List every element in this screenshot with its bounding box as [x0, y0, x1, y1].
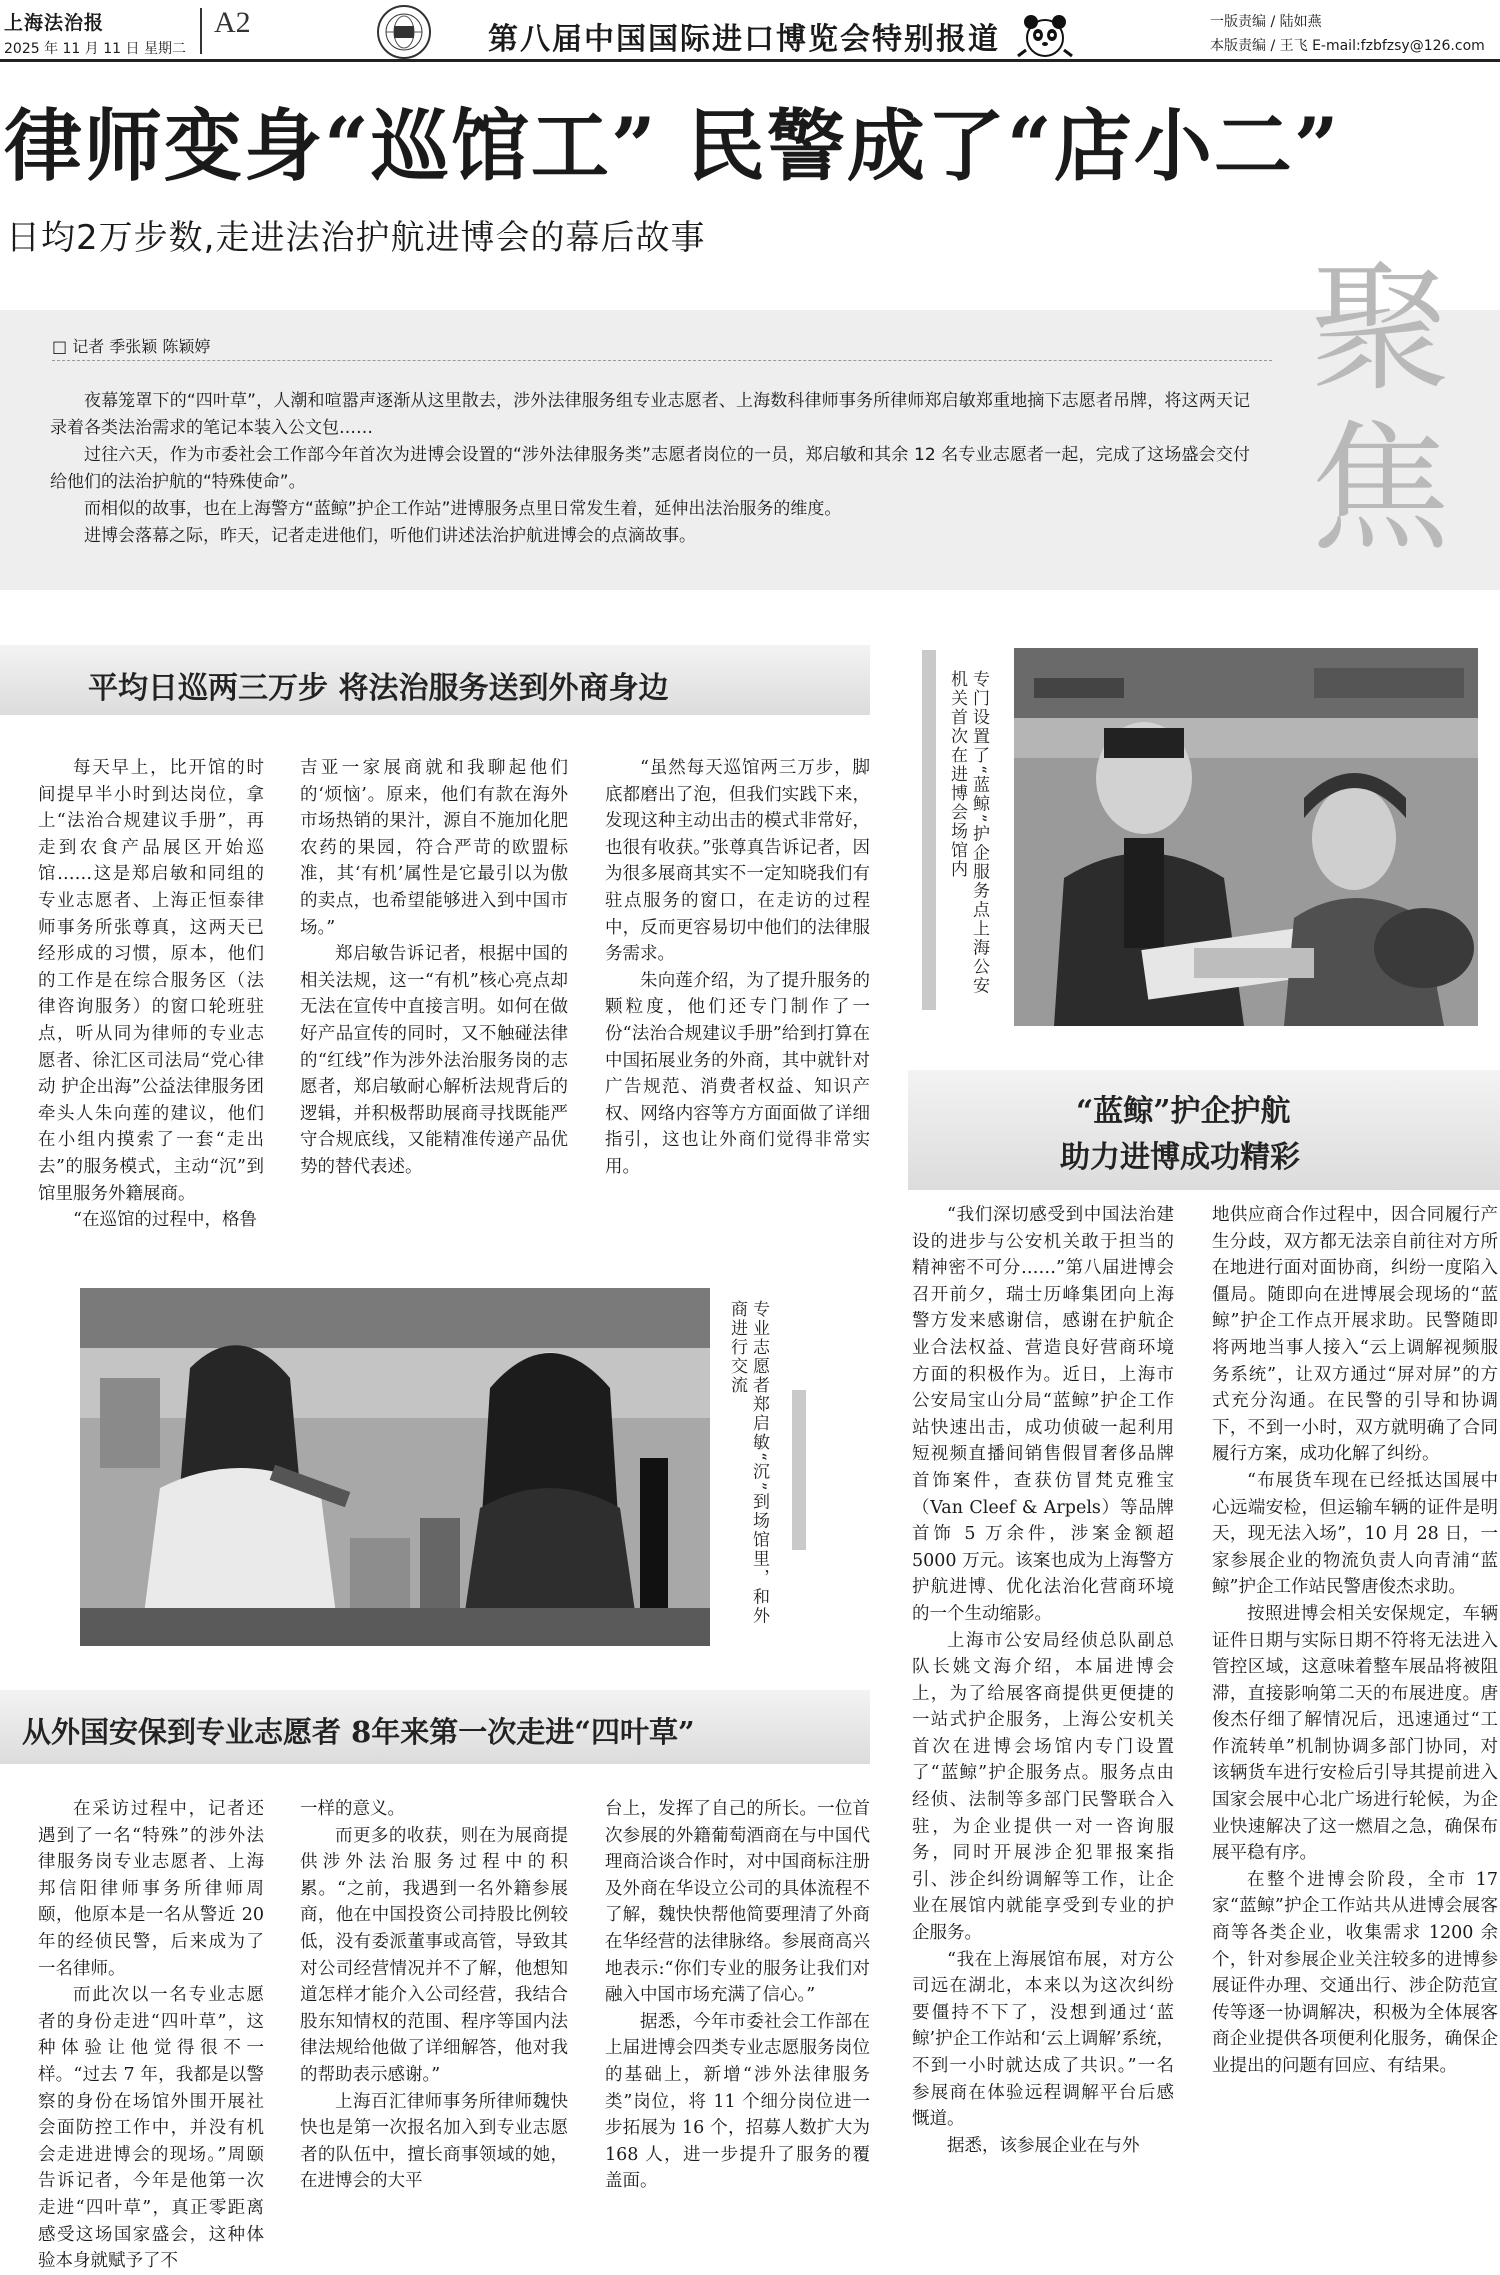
section-heading-patrol: 平均日巡两三万步 将法治服务送到外商身边: [0, 645, 870, 715]
special-report-title: 第八届中国国际进口博览会特别报道: [488, 22, 1000, 57]
article-paragraph: 据悉，今年市委社会工作部在上届进博会四类专业志愿服务岗位的基础上，新增“涉外法律服务类”岗位，将 11 个细分岗位进一步拓展为 16 个，招募人数扩大为 168 人，进一步提升了服务的覆盖面。: [605, 2011, 870, 2192]
photo-caption-police: 专门设置了“蓝鲸”护企服务点上海公安机关首次在进博会场馆内: [947, 670, 989, 996]
article-paragraph: 而此次以一名专业志愿者的身份走进“四叶草”，这种体验让他觉得很不一样。“过去 7 年，我都是以警察的身份在场馆外围开展社会面防控工作中，并没有机会走进进博会的现场。”周颐告诉记者，今年是他第一次走进“四叶草”，真正零距离感受这场国家盛会，这种体验本身就赋予了不: [38, 1985, 264, 2272]
article-column: [1212, 1202, 1498, 2247]
editor-page: 本版责编 / 王飞 E-mail:fzbfzsy@126.com: [1210, 38, 1485, 54]
headline: 律师变身“巡馆工” 民警成了“店小二”: [4, 101, 1341, 192]
article-paragraph: 在采访过程中，记者还遇到了一名“特殊”的涉外法律服务岗专业志愿者、上海邦信阳律师事务所律师周颐，他原本是一名从警近 20 年的经侦民警，后来成为了一名律师。: [38, 1799, 264, 1979]
article-paragraph: “我在上海展馆布展，对方公司远在湖北，本来以为这次纠纷要僵持不下了，没想到通过‘蓝鲸’护企工作站和‘云上调解’系统，不到一小时就达成了共识。”一名参展商在体验远程调解平台后感慨道。: [912, 1949, 1174, 2130]
masthead-divider: [200, 8, 202, 54]
photo-volunteer-illustration: [80, 1288, 710, 1646]
ciie-seal-icon: [376, 4, 432, 60]
article-column: [38, 755, 264, 1235]
panda-mascot-icon: [1012, 2, 1078, 60]
byline-rule: [52, 360, 1272, 361]
masthead: [0, 0, 1500, 62]
article-paragraph: 按照进博会相关安保规定，车辆证件日期与实际日期不符将无法进入管控区域，这意味着整车展品将被阻滞，直接影响第二天的布展进度。唐俊杰仔细了解情况后，迅速通过“工作流转单”机制协调多部门协同，对该辆货车进行安检后引导其提前进入国家会展中心北广场进行轮候，为企业快速解决了这一燃眉之急，确保布展平稳有序。: [1212, 1603, 1498, 1864]
photo-police-service-point: [1014, 648, 1478, 1026]
article-paragraph: 一样的意义。: [300, 1799, 405, 1819]
issue-date: 2025 年 11 月 11 日 星期二: [4, 41, 186, 57]
article-paragraph: 上海市公安局经侦总队副总队长姚文海介绍，本届进博会上，为了给展客商提供更便捷的一站式护企服务，上海公安机关首次在进博会场馆内专门设置了“蓝鲸”护企服务点。服务点由经侦、法制等多部门民警联合入驻，为企业提供一对一咨询服务，同时开展涉企犯罪报案指引、涉企纠纷调解等工作，让企业在展馆内就能享受到专业的护企服务。: [912, 1630, 1174, 1944]
photo-volunteer-exchange: [80, 1288, 710, 1646]
lead-paragraph: 过往六天，作为市委社会工作部今年首次为进博会设置的“涉外法律服务类”志愿者岗位的一员，郑启敏和其余 12 名专业志愿者一起，完成了这场盛会交付给他们的法治护航的“特殊使命”。: [50, 445, 1250, 492]
section-heading-security: 从外国安保到专业志愿者 8年来第一次走进“四叶草”: [0, 1690, 870, 1764]
article-column: [605, 755, 870, 1235]
article-paragraph: 在整个进博会阶段，全市 17 家“蓝鲸”护企工作站共从进博会展客商等各类企业，收集需求 1200 余个，针对参展企业关注较多的进博参展证件办理、交通出行、涉企防范宣传等逐一协调解决，积极为全体展客商企业提供各项便利化服务，确保企业提出的问题有回应、有结果。: [1212, 1869, 1498, 2076]
article-paragraph: “在巡馆的过程中，格鲁: [73, 1210, 257, 1231]
article-paragraph: 地供应商合作过程中，因合同履行产生分歧，双方都无法亲自前往对方所在地进行面对面协商，纠纷一度陷入僵局。随即向在进博展会现场的“蓝鲸”护企工作点开展求助。民警随即将两地当事人接入“云上调解视频服务系统”，让双方通过“屏对屏”的方式充分沟通。在民警的引导和协调下，不到一小时，双方就明确了合同履行方案，成功化解了纠纷。: [1212, 1205, 1498, 1465]
photo-caption-volunteer: 专业志愿者郑启敏“沉”到场馆里，和外商进行交流: [727, 1300, 769, 1626]
article-paragraph: 郑启敏告诉记者，根据中国的相关法规，这一“有机”核心亮点却无法在宣传中直接言明。如何在做好产品宣传的同时，又不触碰法律的“红线”作为涉外法治服务岗的志愿者，郑启敏耐心解析法规背后的逻辑，并积极帮助展商寻找既能严守合规底线，又能精准传递产品优势的替代表述。: [300, 944, 568, 1177]
section-heading-bluewhale: “蓝鲸”护企护航 助力进博成功精彩: [908, 1070, 1500, 1190]
article-paragraph: 而更多的收获，则在为展商提供涉外法治服务过程中的积累。“之前，我遇到一名外籍参展商，他在中国投资公司持股比例较低，没有委派董事或高管，导致其对公司经营情况并不了解，他想知道怎样才能介入公司经营，我结合股东知情权的范围、程序等国内法律法规给他做了详细解答，他对我的帮助表示感谢。”: [300, 1825, 568, 2085]
article-paragraph: 每天早上，比开馆的时间提早半小时到达岗位，拿上“法治合规建议手册”，再走到农食产品展区开始巡馆……这是郑启敏和同组的专业志愿者、上海正恒泰律师事务所张尊真，这两天已经形成的习惯，原本，他们的工作是在综合服务区（法律咨询服务）的窗口轮班驻点，听从同为律师的专业志愿者、徐汇区司法局“党心律动 护企出海”公益法律服务团牵头人朱向莲的建议，他们在小组内摸索了一套“走出去”的服务模式，主动“沉”到馆里服务外籍展商。: [38, 758, 264, 1204]
editor-credits: [1210, 10, 1485, 58]
article-column: [300, 1796, 568, 2246]
article-column: [605, 1796, 870, 2246]
article-paragraph: 台上，发挥了自己的所长。一位首次参展的外籍葡萄酒商在与中国代理商洽谈合作时，对中国商标注册及外商在华设立公司的具体流程不了解，魏快快帮他简要理清了外商在华经营的法律脉络。参展商高兴地表示:“你们专业的服务让我们对融入中国市场充满了信心。”: [605, 1799, 870, 2006]
article-column: [300, 755, 568, 1235]
caption-bar: [922, 650, 936, 1010]
article-paragraph: 朱向莲介绍，为了提升服务的颗粒度，他们还专门制作了一份“法治合规建议手册”给到打算在中国拓展业务的外商，其中就针对广告规范、消费者权益、知识产权、网络内容等方方面面做了详细指引，这也让外商们觉得非常实用。: [605, 970, 870, 1177]
newspaper-brand: 上海法治报: [4, 12, 105, 34]
caption-bar: [792, 1390, 806, 1550]
subheadline: 日均2万步数,走进法治护航进博会的幕后故事: [6, 218, 706, 258]
article-paragraph: “布展货车现在已经抵达国展中心远端安检，但运输车辆的证件是明天，现无法入场”，10 月 28 日，一家参展企业的物流负责人向青浦“蓝鲸”护企工作站民警唐俊杰求助。: [1212, 1470, 1498, 1598]
article-paragraph: 据悉，该参展企业在与外: [947, 2135, 1140, 2156]
focus-stamp: 聚焦: [1309, 248, 1450, 571]
lead-text: [50, 388, 1250, 550]
editor-front: 一版责编 / 陆如燕: [1210, 14, 1322, 30]
article-paragraph: “我们深切感受到中国法治建设的进步与公安机关敢于担当的精神密不可分……”第八届进博会召开前夕，瑞士历峰集团向上海警方发来感谢信，感谢在护航企业合法权益、营造良好营商环境方面的积极作为。近日，上海市公安局宝山分局“蓝鲸”护企工作站快速出击，成功侦破一起利用短视频直播间销售假冒奢侈品牌首饰案件，查获仿冒梵克雅宝（Van Cleef & Arpels）等品牌首饰 5 万余件，涉案金额超 5000 万元。该案也成为上海警方护航进博、优化法治化营商环境的一个生动缩影。: [912, 1205, 1174, 1624]
page-number: A2: [214, 6, 251, 39]
lead-paragraph: 夜幕笼罩下的“四叶草”，人潮和喧嚣声逐渐从这里散去，涉外法律服务组专业志愿者、上海数科律师事务所律师郑启敏郑重地摘下志愿者吊牌，将这两天记录着各类法治需求的笔记本装入公文包……: [50, 391, 1250, 438]
byline: □ 记者 季张颖 陈颖婷: [52, 337, 211, 356]
photo-police-illustration: [1014, 648, 1478, 1026]
article-column: [912, 1202, 1174, 2247]
article-paragraph: 上海百汇律师事务所律师魏快快也是第一次报名加入到专业志愿者的队伍中，擅长商事领域的她，在进博会的大平: [300, 2091, 568, 2192]
lead-paragraph: 而相似的故事，也在上海警方“蓝鲸”护企工作站”进博服务点里日常发生着，延伸出法治服务的维度。: [84, 499, 842, 519]
article-paragraph: “虽然每天巡馆两三万步，脚底都磨出了泡，但我们实践下来，发现这种主动出击的模式非常好，也很有收获。”张尊真告诉记者，因为很多展商其实不一定知晓我们有驻点服务的窗口，在走访的过程中，反而更容易切中他们的法律服务需求。: [605, 758, 870, 965]
lead-paragraph: 进博会落幕之际，昨天，记者走进他们，听他们讲述法治护航进博会的点滴故事。: [84, 526, 696, 546]
article-column: [38, 1796, 264, 2272]
article-paragraph: 吉亚一家展商就和我聊起他们的‘烦恼’。原来，他们有款在海外市场热销的果汁，源自不施加化肥农药的果园，符合严苛的欧盟标准，其‘有机’属性是它最引以为傲的卖点，也希望能够进入到中国市场。”: [300, 758, 568, 938]
